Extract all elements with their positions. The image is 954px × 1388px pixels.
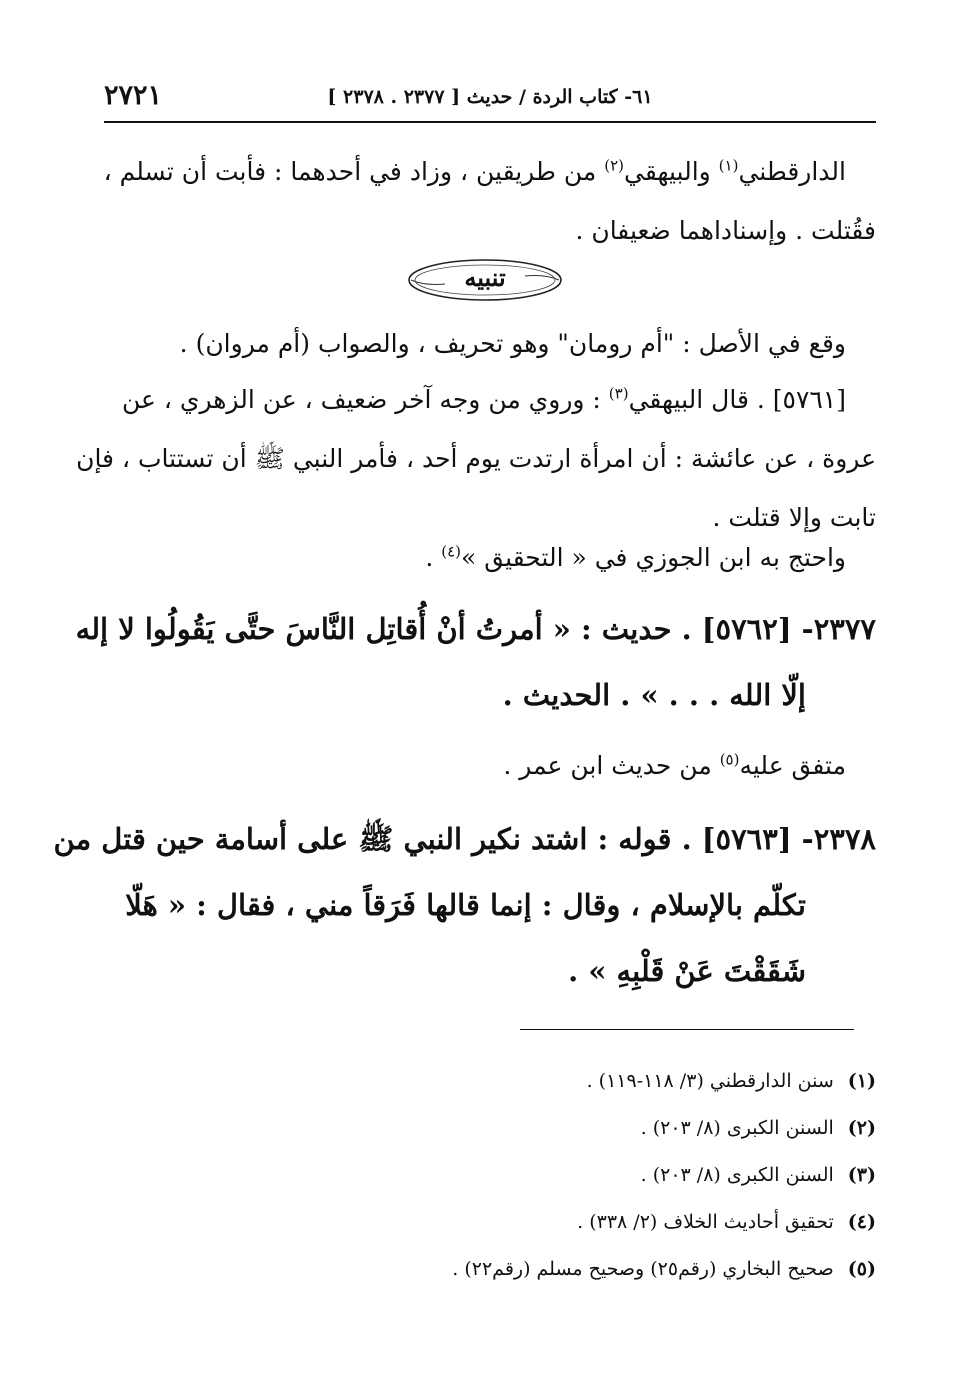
hadith-2378 — [53, 806, 876, 1004]
footnote-text: تحقيق أحاديث الخلاف (٢/ ٣٣٨) . — [577, 1211, 834, 1233]
footnotes — [96, 1058, 876, 1293]
tanbih-word: تنبيه — [464, 263, 506, 292]
footnote-item — [96, 1105, 876, 1152]
hadith-line: ٢٣٧٨- [٥٧٦٣] . قوله : اشتد نكير النبي ﷺ على أسامة حين قتل من — [53, 822, 876, 856]
paragraph-3 — [76, 370, 876, 547]
paragraph-line: وقع في الأصل : "أم رومان" وهو تحريف ، والصواب (أم مروان) . — [179, 329, 846, 358]
hadith-line: إلّا الله . . . » . الحديث . — [502, 678, 806, 712]
tanbih-heading — [405, 256, 565, 304]
paragraph-line — [106, 736, 876, 795]
footnote-text: سنن الدارقطني (٣/ ١١٨-١١٩) . — [586, 1070, 834, 1092]
footnote-number: (٣) — [847, 1164, 876, 1186]
paragraph-line: عروة ، عن عائشة : أن امرأة ارتدت يوم أحد ، فأمر النبي ﷺ أن تستتاب ، فإن — [76, 444, 876, 473]
hadith-line: شَقَقْتَ عَنْ قَلْبِهِ » . — [568, 954, 806, 988]
footnote-item — [96, 1199, 876, 1246]
text-run: . — [425, 543, 442, 572]
footnote-ref: (٥) — [719, 750, 740, 769]
footnote-number: (١) — [847, 1070, 876, 1092]
running-title: ٦١- كتاب الردة / حديث [ ٢٣٧٧ . ٢٣٧٨ ] — [327, 86, 653, 108]
footnote-item — [96, 1058, 876, 1105]
footnote-ref: (٤) — [441, 542, 461, 561]
paragraph-2 — [106, 314, 876, 373]
text-run: واحتج به ابن الجوزي في « التحقيق » — [461, 543, 846, 572]
footnote-number: (٥) — [847, 1258, 876, 1280]
paragraph-line — [103, 142, 876, 201]
footnote-rule — [520, 1029, 854, 1030]
paragraph-1 — [103, 142, 876, 260]
page-header — [104, 80, 876, 120]
footnote-item — [96, 1246, 876, 1293]
footnote-text: صحيح البخاري (رقم٢٥) وصحيح مسلم (رقم٢٢) . — [452, 1258, 834, 1280]
text-run: والبيهقي — [623, 157, 719, 186]
text-run: الدارقطني — [738, 157, 846, 186]
footnote-item — [96, 1152, 876, 1199]
footnote-ref: (٢) — [604, 156, 624, 175]
text-run: من حديث ابن عمر . — [503, 751, 720, 780]
paragraph-line — [106, 370, 876, 429]
hadith-line: تكلّم بالإسلام ، وقال : إنما قالها فَرَقاً مني ، فقال : « هَلّا — [125, 888, 806, 922]
footnote-ref: (١) — [718, 156, 739, 175]
text-run: : وروي من وجه آخر ضعيف ، عن الزهري ، عن — [121, 385, 609, 414]
header-rule — [104, 121, 876, 123]
hadith-2377 — [75, 596, 876, 728]
footnote-text: السنن الكبرى (٨/ ٢٠٣) . — [640, 1117, 834, 1139]
text-run: [٥٧٦١] . قال البيهقي — [628, 385, 846, 414]
text-run: من طريقين ، وزاد في أحدهما : فأبت أن تسلم ، — [103, 157, 605, 186]
page-number: ٢٧٢١ — [104, 80, 163, 111]
hadith-line: ٢٣٧٧- [٥٧٦٢] . حديث : « أمرتُ أنْ أُقاتِل النَّاسَ حتَّى يَقُولُوا لا إله — [75, 612, 876, 646]
paragraph-line: تابت وإلا قتلت . — [712, 503, 876, 532]
paragraph-line — [106, 528, 876, 587]
text-run: متفق عليه — [739, 751, 846, 780]
footnote-number: (٤) — [847, 1211, 876, 1233]
footnote-ref: (٣) — [608, 384, 629, 403]
paragraph-line: فقُتلت . وإسناداهما ضعيفان . — [575, 216, 876, 245]
footnote-number: (٢) — [847, 1117, 876, 1139]
paragraph-4 — [106, 528, 876, 587]
paragraph-5 — [106, 736, 876, 795]
footnote-text: السنن الكبرى (٨/ ٢٠٣) . — [640, 1164, 834, 1186]
